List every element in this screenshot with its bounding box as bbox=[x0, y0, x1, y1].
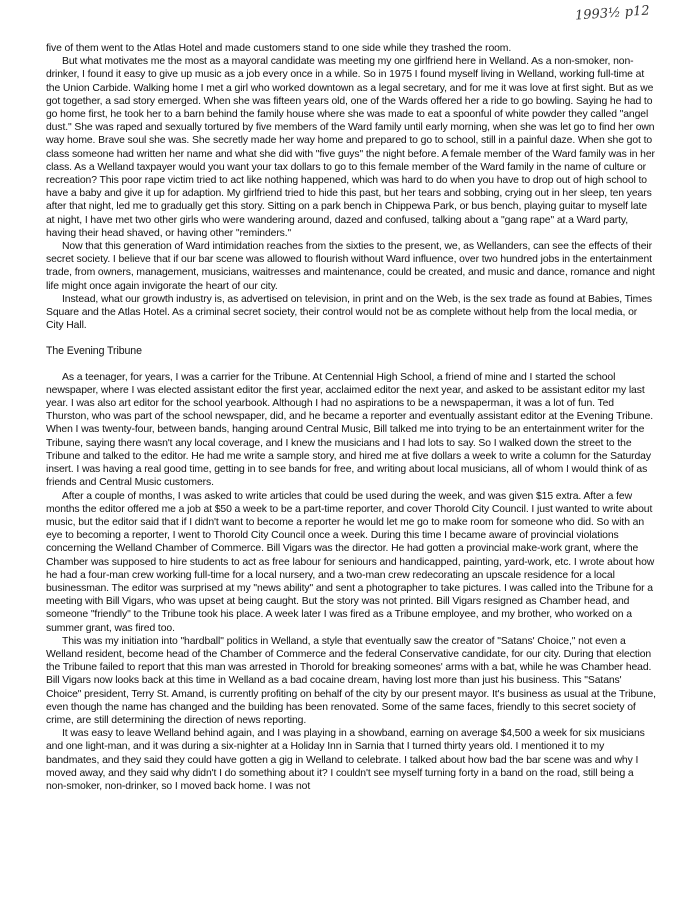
document-body bbox=[46, 42, 656, 793]
paragraph-continuation: five of them went to the Atlas Hotel and made customers stand to one side while they trashed the room. bbox=[46, 43, 512, 54]
paragraph-tribune-carrier: As a teenager, for years, I was a carrier for the Tribune. At Centennial High School, a friend of mine and I started the school newspaper, where I was elected assistant editor the first year, acclaimed editor the next year, and asked to be assistant editor my last year. I was also art editor for the school yearbook. Although I had no aspirations to be a newspaperman, it was a lot of fun. Ted Thurston, who was part of the school newspaper, did, and he became a reporter and eventually assistant editor at the Evening Tribune. When I was twenty-four, between bands, hanging around Central Music, Bill talked me into trying to be an entertainment writer for the Tribune, saying there wasn't any local coverage, and I knew the musicians and I had lots to say. So I walked down the street to the Tribune and talked to the editor. He had me write a sample story, and hired me at five dollars a week to write a column for the Saturday insert. I was having a real good time, getting in to see bands for free, and writing about local musicians, all of whom I would think of as friends and Central Music customers. bbox=[46, 371, 654, 489]
paragraph-hardball-politics: This was my initiation into "hardball" politics in Welland, a style that eventually saw the creator of "Satans' Choice," not even a Welland resident, become head of the Chamber of Commerce and the federal Conservative candidate, for our city. During that election the Tribune failed to report that this man was arrested in Thorold for breaking someones' arms with a bat, while he was Chamber head. Bill Vigars now looks back at this time in Welland as a bad cocaine dream, having lost more than just his business. This "Satans' Choice" president, Terry St. Amand, is currently profiting on behalf of the city by our present mayor. It's business as usual at the Tribune, even though the name has changed and the building has been renovated. Some of the same faces, friendly to this secret society of crime, are still determining the direction of news reporting. bbox=[46, 635, 656, 726]
paragraph-growth-industry: Instead, what our growth industry is, as advertised on television, in print and on the Web, is the sex trade as found at Babies, Times Square and the Atlas Hotel. As a criminal secret society, their control would not be as complete without help from the local media, or City Hall. bbox=[46, 293, 652, 332]
paragraph-reporter-job: After a couple of months, I was asked to write articles that could be used during the week, and was given $15 extra. After a few months the editor offered me a job at $50 a week to be a part-time reporter, and cover Thorold City Council. I just wanted to write about music, but the editor said that if I didn't want to become a reporter he would let me go to make room for someone who did. So with an eye to becoming a reporter, I went to Thorold City Council once a week. During this time I became aware of provincial violations concerning the Welland Chamber of Commerce. Bill Vigars was the director. He had gotten a provincial make-work grant, where the Chamber was supposed to hire students to act as free labour for seniours and handicapped, painting, yard-work, etc. I wrote about how he had a four-man crew working full-time for a local nursery, and a two-man crew redecorating an upscale residence for a local businessman. The editor was surprised at my "news ability" and sent a photographer to take pictures. I was called into the Tribune for a meeting with Bill Vigars, who was upset at being caught. But the story was not printed. Bill Vigars resigned as Chamber head, and someone "friendly" to the Tribune took his place. A week later I was fired as a Tribune employee, and my brother, who worked on a summer grant, was fired too. bbox=[46, 490, 655, 634]
paragraph-leaving-welland: It was easy to leave Welland behind again, and I was playing in a showband, earning on average $4,500 a week for six musicians and one light-man, and it was during a six-nighter at a Holiday Inn in Sarnia that I turned thirty years old. I mentioned it to my bandmates, and they said they could have gotten a gig in Welland to celebrate. I talked about how bad the bar scene was and why I moved away, and they said why didn't I do something about it? I couldn't see myself turning forty in a band on the road, still being a non-smoker, non-drinker, so I moved back home. I was not bbox=[46, 728, 645, 792]
paragraph-ward-intimidation: Now that this generation of Ward intimidation reaches from the sixties to the present, we, as Wellanders, can see the effects of their secret society. I believe that if our bar scene was allowed to flourish without Ward influence, over two hundred jobs in the entertainment trade, from owners, management, musicians, waitresses and maintenance, could be created, and music and dance, romance and night life might once again invigorate the heart of our city. bbox=[46, 241, 655, 292]
paragraph-girlfriend-story: But what motivates me the most as a mayoral candidate was meeting my one girlfriend here in Welland. As a non-smoker, non-drinker, I found it easy to give up music as a job every once in a while. So in 1975 I found myself living in Welland, working full-time at the Union Carbide. Walking home I met a girl who worked downtown as a legal secretary, and for me it was love at first sight. But as we got together, a sad story emerged. When she was fifteen years old, one of the Wards offered her a ride to go bowling. Saying he had to go home first, he took her to a barn behind the family house where she was made to eat a spoonful of white powder they called "angel dust." She was raped and sexually tortured by five members of the Ward family until early morning, when she was let go to find her own way home. Brave soul she was. She secretly made her way home and prepared to go to school, still in a painful daze. When she got to class someone had written her name and what she did with "five guys" the night before. A female member of the Ward family was in her class. As a Welland taxpayer would you want your tax dollars to go to this female member of the Ward family in the name of culture or recreation? This poor rape victim tried to act like nothing happened, which was hard to do when you have to drop out of high school to have a baby and give it up for adaption. My girlfriend tried to hide this past, but her tears and sobbing, crying out in her sleep, ten years after that night, led me to gradually get this story. Sitting on a park bench in Chippewa Park, or bus bench, playing guitar to myself late at night, I have met two other girls who were wandering around, dazed and confused, talking about a "gang rape" at a Ward party, having their head shaved, or having other "reminders." bbox=[46, 56, 655, 239]
section-heading: The Evening Tribune bbox=[46, 345, 142, 358]
handwritten-page-annotation: 1993½ p12 bbox=[574, 3, 651, 24]
